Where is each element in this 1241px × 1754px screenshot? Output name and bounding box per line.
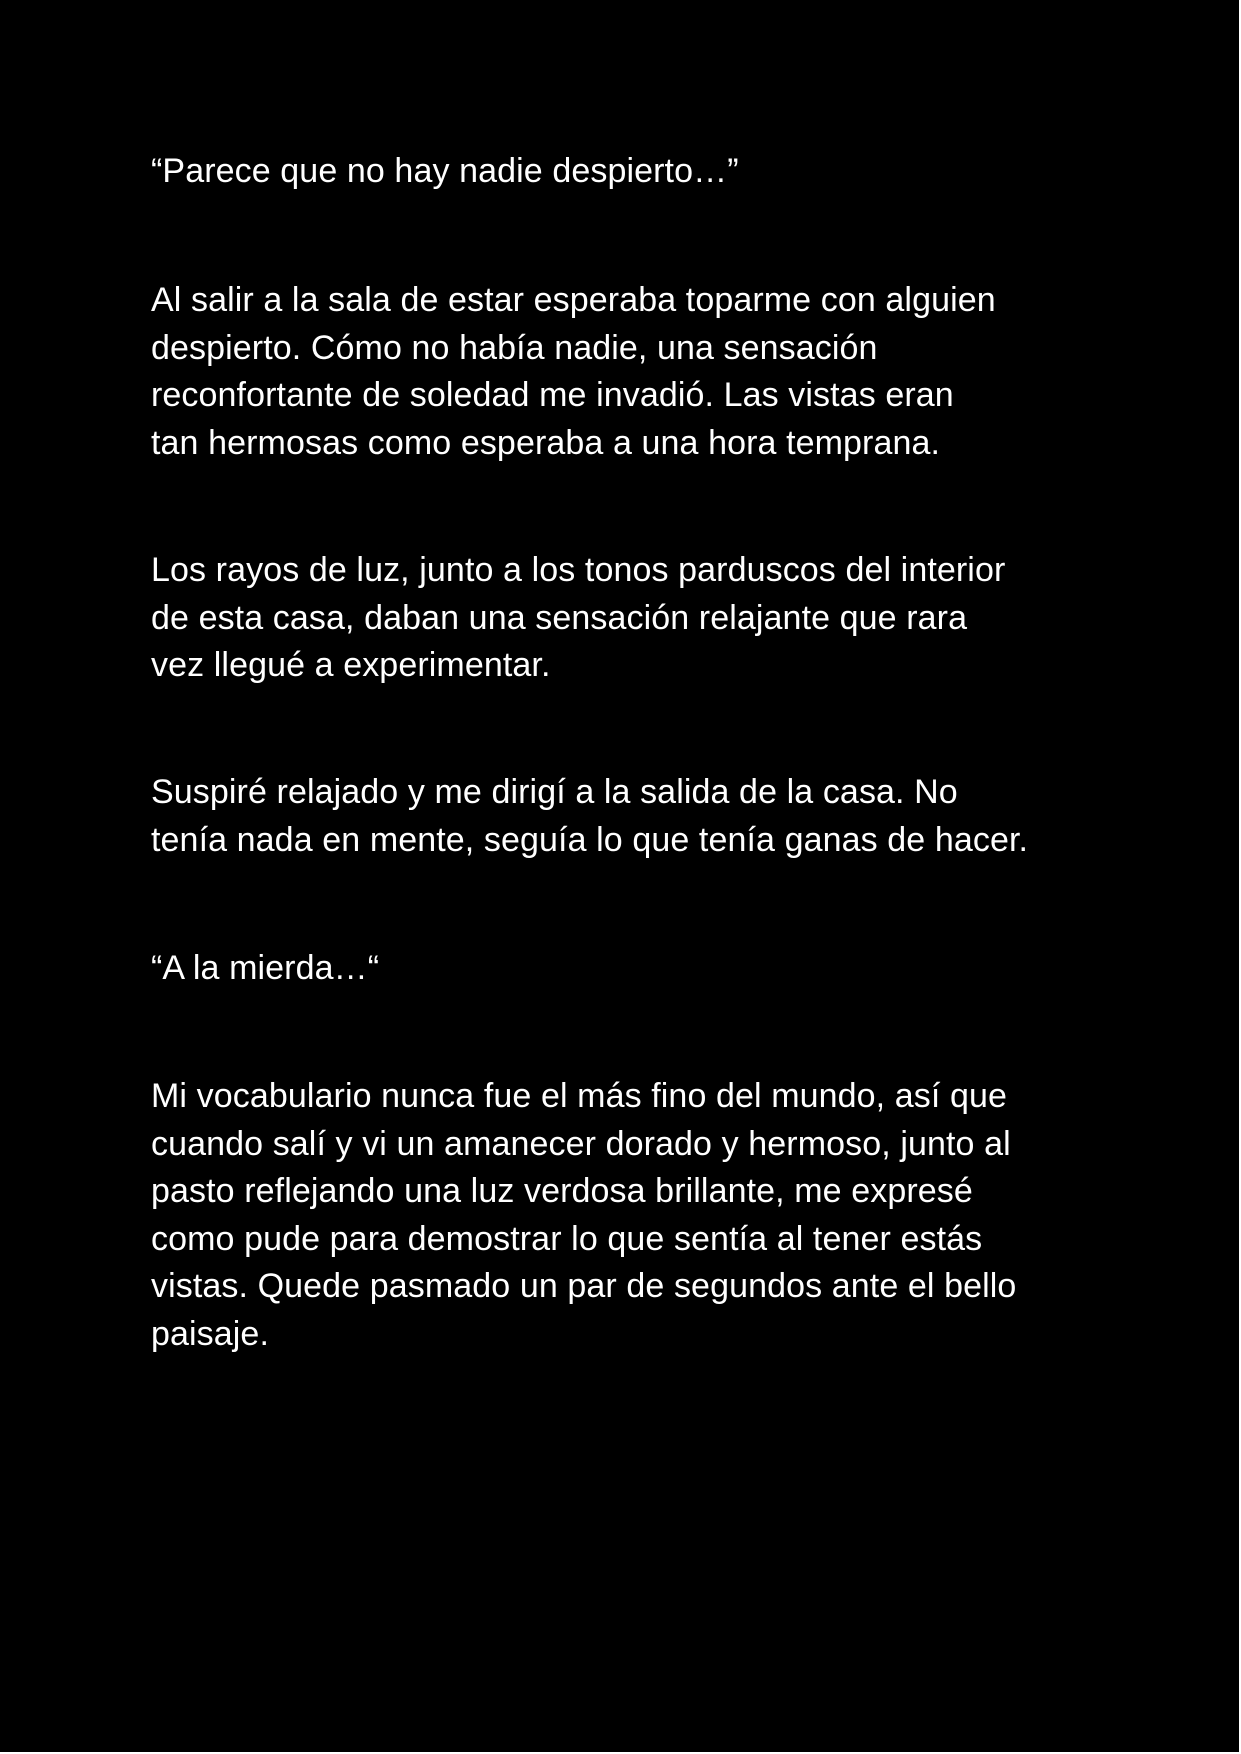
paragraph-dialogue-1: “Parece que no hay nadie despierto…” (151, 152, 739, 190)
paragraph-dialogue-2: “A la mierda…“ (151, 949, 380, 987)
paragraph-vocabulary: Mi vocabulario nunca fue el más fino del mundo, así que cuando salí y vi un amanecer dorado y hermoso, junto al pasto reflejando una luz verdosa brillante, me expresé como pude para demostrar lo que sentía al tener estás vistas. Quede pasmado un par de segundos ante el bello paisaje. (151, 1077, 1017, 1353)
paragraph-sigh: Suspiré relajado y me dirigí a la salida de la casa. No tenía nada en mente, seguía lo que tenía ganas de hacer. (151, 773, 1029, 859)
paragraph-light-rays: Los rayos de luz, junto a los tonos parduscos del interior de esta casa, daban una sensación relajante que rara vez llegué a experimentar. (151, 551, 1006, 684)
paragraph-living-room: Al salir a la sala de estar esperaba toparme con alguien despierto. Cómo no había nadie, una sensación reconfortante de soledad me invadió. Las vistas eran tan hermosas como esperaba a una hora temprana. (151, 281, 996, 462)
